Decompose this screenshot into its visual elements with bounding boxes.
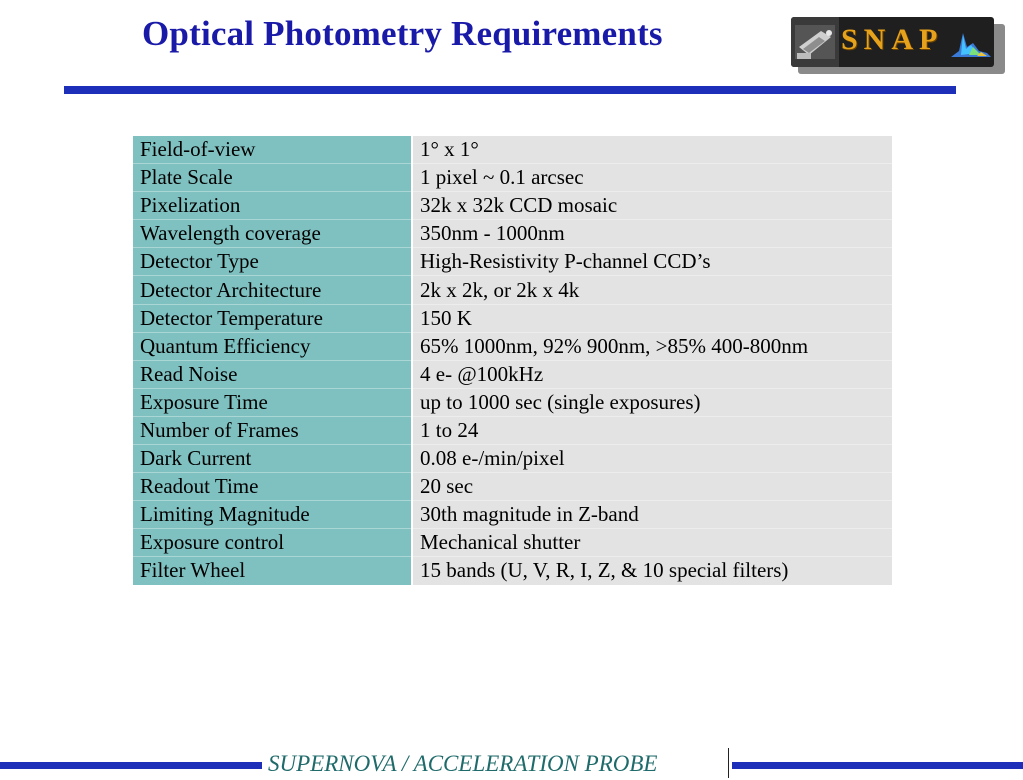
value-cell: Mechanical shutter (412, 529, 892, 557)
value-cell: 1 to 24 (412, 416, 892, 444)
param-cell: Exposure control (133, 529, 412, 557)
table-row (133, 360, 892, 388)
value-cell: 0.08 e-/min/pixel (412, 445, 892, 473)
table-row (133, 304, 892, 332)
value-cell: 15 bands (U, V, R, I, Z, & 10 special filters) (412, 557, 892, 585)
table-row (133, 529, 892, 557)
table-row (133, 220, 892, 248)
param-cell: Field-of-view (133, 136, 412, 164)
value-cell: 65% 1000nm, 92% 900nm, >85% 400-800nm (412, 332, 892, 360)
table-row (133, 248, 892, 276)
table-row (133, 473, 892, 501)
value-cell: up to 1000 sec (single exposures) (412, 388, 892, 416)
param-cell: Quantum Efficiency (133, 332, 412, 360)
table-row (133, 276, 892, 304)
param-cell: Exposure Time (133, 388, 412, 416)
logo-text: SNAP (841, 23, 944, 56)
table-row (133, 445, 892, 473)
snap-logo (791, 17, 994, 67)
value-cell: 4 e- @100kHz (412, 360, 892, 388)
param-cell: Detector Temperature (133, 304, 412, 332)
param-cell: Read Noise (133, 360, 412, 388)
footer-divider (728, 748, 729, 778)
table-row (133, 192, 892, 220)
value-cell: 20 sec (412, 473, 892, 501)
footer-rule-right (732, 762, 1023, 769)
param-cell: Pixelization (133, 192, 412, 220)
slide-title: Optical Photometry Requirements (142, 14, 663, 53)
value-cell: 150 K (412, 304, 892, 332)
footer-rule-left (0, 762, 262, 769)
param-cell: Filter Wheel (133, 557, 412, 585)
table-row (133, 416, 892, 444)
value-cell: 30th magnitude in Z-band (412, 501, 892, 529)
param-cell: Dark Current (133, 445, 412, 473)
header-divider (64, 86, 956, 94)
footer-text: SUPERNOVA / ACCELERATION PROBE (268, 751, 658, 776)
spectrum-icon (951, 25, 991, 59)
table-row (133, 332, 892, 360)
value-cell: 350nm - 1000nm (412, 220, 892, 248)
param-cell: Detector Type (133, 248, 412, 276)
param-cell: Number of Frames (133, 416, 412, 444)
value-cell: 1° x 1° (412, 136, 892, 164)
requirements-table (133, 136, 892, 586)
table-row (133, 501, 892, 529)
table-row (133, 557, 892, 585)
param-cell: Readout Time (133, 473, 412, 501)
table-row (133, 136, 892, 164)
table-row (133, 164, 892, 192)
param-cell: Wavelength coverage (133, 220, 412, 248)
value-cell: 2k x 2k, or 2k x 4k (412, 276, 892, 304)
param-cell: Limiting Magnitude (133, 501, 412, 529)
value-cell: High-Resistivity P-channel CCD’s (412, 248, 892, 276)
param-cell: Plate Scale (133, 164, 412, 192)
value-cell: 1 pixel ~ 0.1 arcsec (412, 164, 892, 192)
table-row (133, 388, 892, 416)
value-cell: 32k x 32k CCD mosaic (412, 192, 892, 220)
param-cell: Detector Architecture (133, 276, 412, 304)
